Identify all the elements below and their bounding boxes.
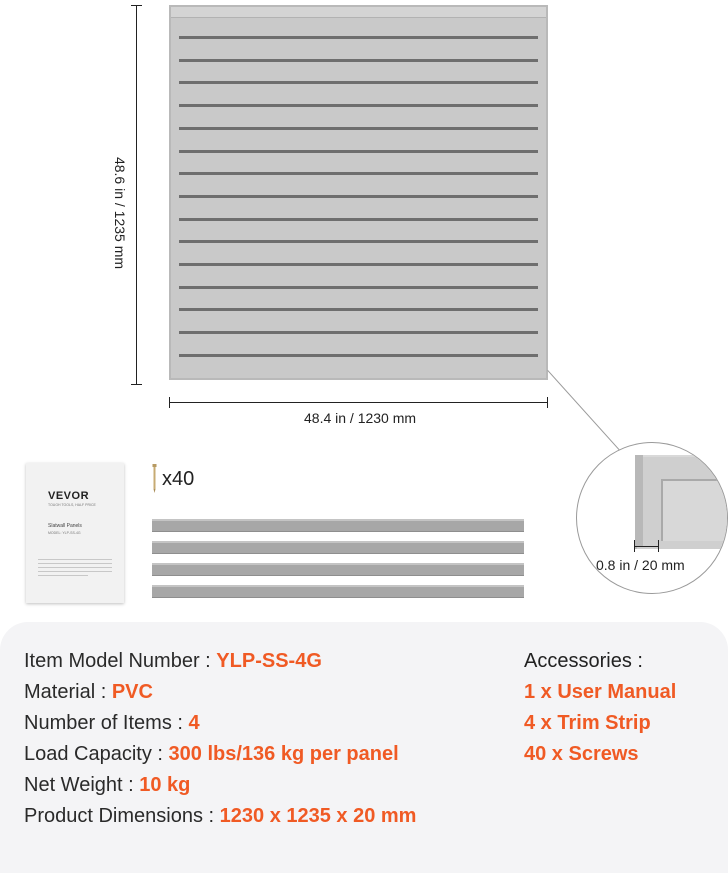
zoom-connector-line [547,370,621,452]
width-dimension-tick-right [547,397,548,408]
manual-tagline: TOUGH TOOLS, HALF PRICE [48,503,96,507]
height-dimension-label: 48.6 in / 1235 mm [112,156,128,270]
panel-slot [179,195,538,198]
depth-dimension-tick-right [658,540,659,552]
spec-value: 10 kg [139,774,191,796]
height-dimension-line [136,5,137,384]
spec-product-dimensions [24,805,416,828]
manual-brand-logo: VEVOR [48,490,90,502]
zoom-panel-slot [661,479,728,541]
width-dimension-label: 48.4 in / 1230 mm [304,410,417,426]
manual-text-line [38,563,112,564]
trim-strip-image [152,585,524,598]
panel-slot [179,286,538,289]
spec-value: 300 lbs/136 kg per panel [168,743,399,765]
manual-text-line [38,575,88,576]
spec-label: Material : [24,681,107,703]
accessories-heading: Accessories : [524,650,643,672]
depth-dimension-tick-left [634,540,635,552]
depth-dimension-label: 0.8 in / 20 mm [596,557,685,573]
zoom-panel-edge [635,455,643,547]
height-dimension-tick-top [131,5,142,6]
manual-text-line [38,571,112,572]
spec-value: 1230 x 1235 x 20 mm [219,805,417,827]
trim-strip-image [152,519,524,532]
depth-dimension-line [634,546,658,547]
accessory-item: 40 x Screws [524,743,639,765]
panel-slot [179,240,538,243]
spec-value: PVC [111,681,153,703]
manual-text-line [38,559,112,560]
panel-slot [179,59,538,62]
screw-count-label: x40 [162,468,195,490]
manual-title: Slatwall Panels [48,523,82,529]
panel-slot [179,263,538,266]
accessory-item: 1 x User Manual [524,681,677,703]
spec-value: YLP-SS-4G [216,650,322,672]
panel-slot [179,308,538,311]
user-manual-image [26,463,124,603]
height-dimension-tick-bottom [131,384,142,385]
spec-material [24,681,153,704]
spec-net-weight [24,774,190,797]
manual-text-line [38,567,112,568]
panel-slot [179,218,538,221]
spec-label: Product Dimensions : [24,805,215,827]
spec-label: Load Capacity : [24,743,163,765]
slatwall-panel-image [169,5,548,380]
screw-icon [152,464,157,493]
panel-slot [179,104,538,107]
panel-slot [179,331,538,334]
spec-label: Number of Items : [24,712,183,734]
spec-label: Net Weight : [24,774,134,796]
width-dimension-line [169,402,548,403]
trim-strip-image [152,563,524,576]
manual-model: MODEL: YLP-SS-4G [48,531,81,535]
spec-value: 4 [188,712,200,734]
panel-slot [179,127,538,130]
panel-slot [179,354,538,357]
width-dimension-tick-left [169,397,170,408]
trim-strip-image [152,541,524,554]
spec-label: Item Model Number : [24,650,211,672]
panel-slot [179,172,538,175]
accessory-item: 4 x Trim Strip [524,712,651,734]
spec-load-capacity [24,743,399,766]
spec-number-of-items [24,712,200,735]
spec-item-model-number [24,650,322,673]
panel-slot [179,150,538,153]
panel-slot [179,36,538,39]
panel-top-frame [171,7,546,18]
panel-slot [179,81,538,84]
